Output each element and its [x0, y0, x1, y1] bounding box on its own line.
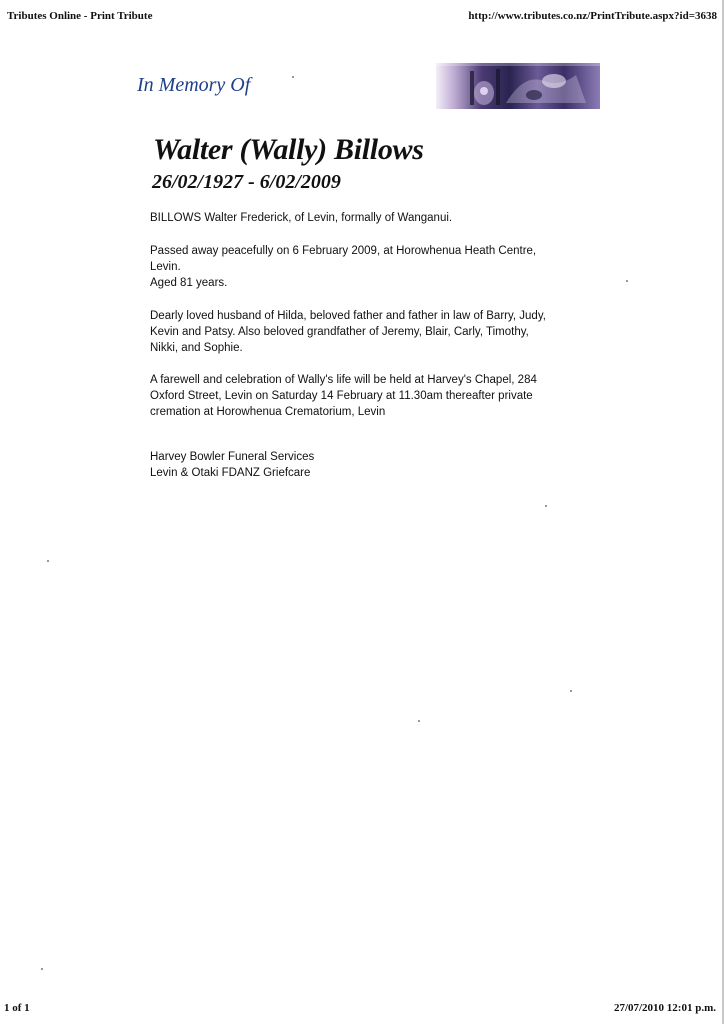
memorial-banner-image — [436, 63, 600, 109]
text-line: Nikki, and Sophie. — [150, 342, 243, 354]
scan-speck — [292, 76, 294, 78]
text-line: Levin & Otaki FDANZ Griefcare — [150, 467, 311, 479]
print-header-title: Tributes Online - Print Tribute — [7, 10, 153, 22]
scan-speck — [570, 690, 572, 692]
text-line: Kevin and Patsy. Also beloved grandfather of Jeremy, Blair, Carly, Timothy, — [150, 326, 529, 338]
text-line: A farewell and celebration of Wally's life will be held at Harvey's Chapel, 284 — [150, 374, 537, 386]
life-dates: 26/02/1927 - 6/02/2009 — [152, 171, 341, 193]
funeral-director-signoff — [150, 449, 580, 481]
text-line: Passed away peacefully on 6 February 2009, at Horowhenua Heath Centre, — [150, 245, 537, 257]
paragraph-family — [150, 308, 580, 356]
paragraph-identity — [150, 210, 580, 226]
scan-speck — [545, 505, 547, 507]
banner-artwork — [436, 63, 600, 109]
text-line: Aged 81 years. — [150, 277, 228, 289]
text-line: Oxford Street, Levin on Saturday 14 February at 11.30am thereafter private — [150, 390, 533, 402]
paragraph-farewell — [150, 372, 580, 420]
text-line: cremation at Horowhenua Crematorium, Levin — [150, 406, 386, 418]
paragraph-passing — [150, 243, 580, 291]
print-timestamp: 27/07/2010 12:01 p.m. — [613, 1002, 716, 1014]
in-memory-heading: In Memory Of — [137, 74, 251, 96]
text-line: BILLOWS Walter Frederick, of Levin, formally of Wanganui. — [150, 212, 453, 224]
text-line: Harvey Bowler Funeral Services — [150, 451, 315, 463]
page-count: 1 of 1 — [4, 1002, 30, 1014]
scan-speck — [47, 560, 49, 562]
scan-speck — [418, 720, 420, 722]
deceased-name: Walter (Wally) Billows — [153, 133, 424, 166]
scan-speck — [626, 280, 628, 282]
text-line: Dearly loved husband of Hilda, beloved father and father in law of Barry, Judy, — [150, 310, 546, 322]
text-line: Levin. — [150, 261, 181, 273]
print-header-url: http://www.tributes.co.nz/PrintTribute.aspx?id=3638 — [468, 10, 717, 22]
scan-speck — [41, 968, 43, 970]
